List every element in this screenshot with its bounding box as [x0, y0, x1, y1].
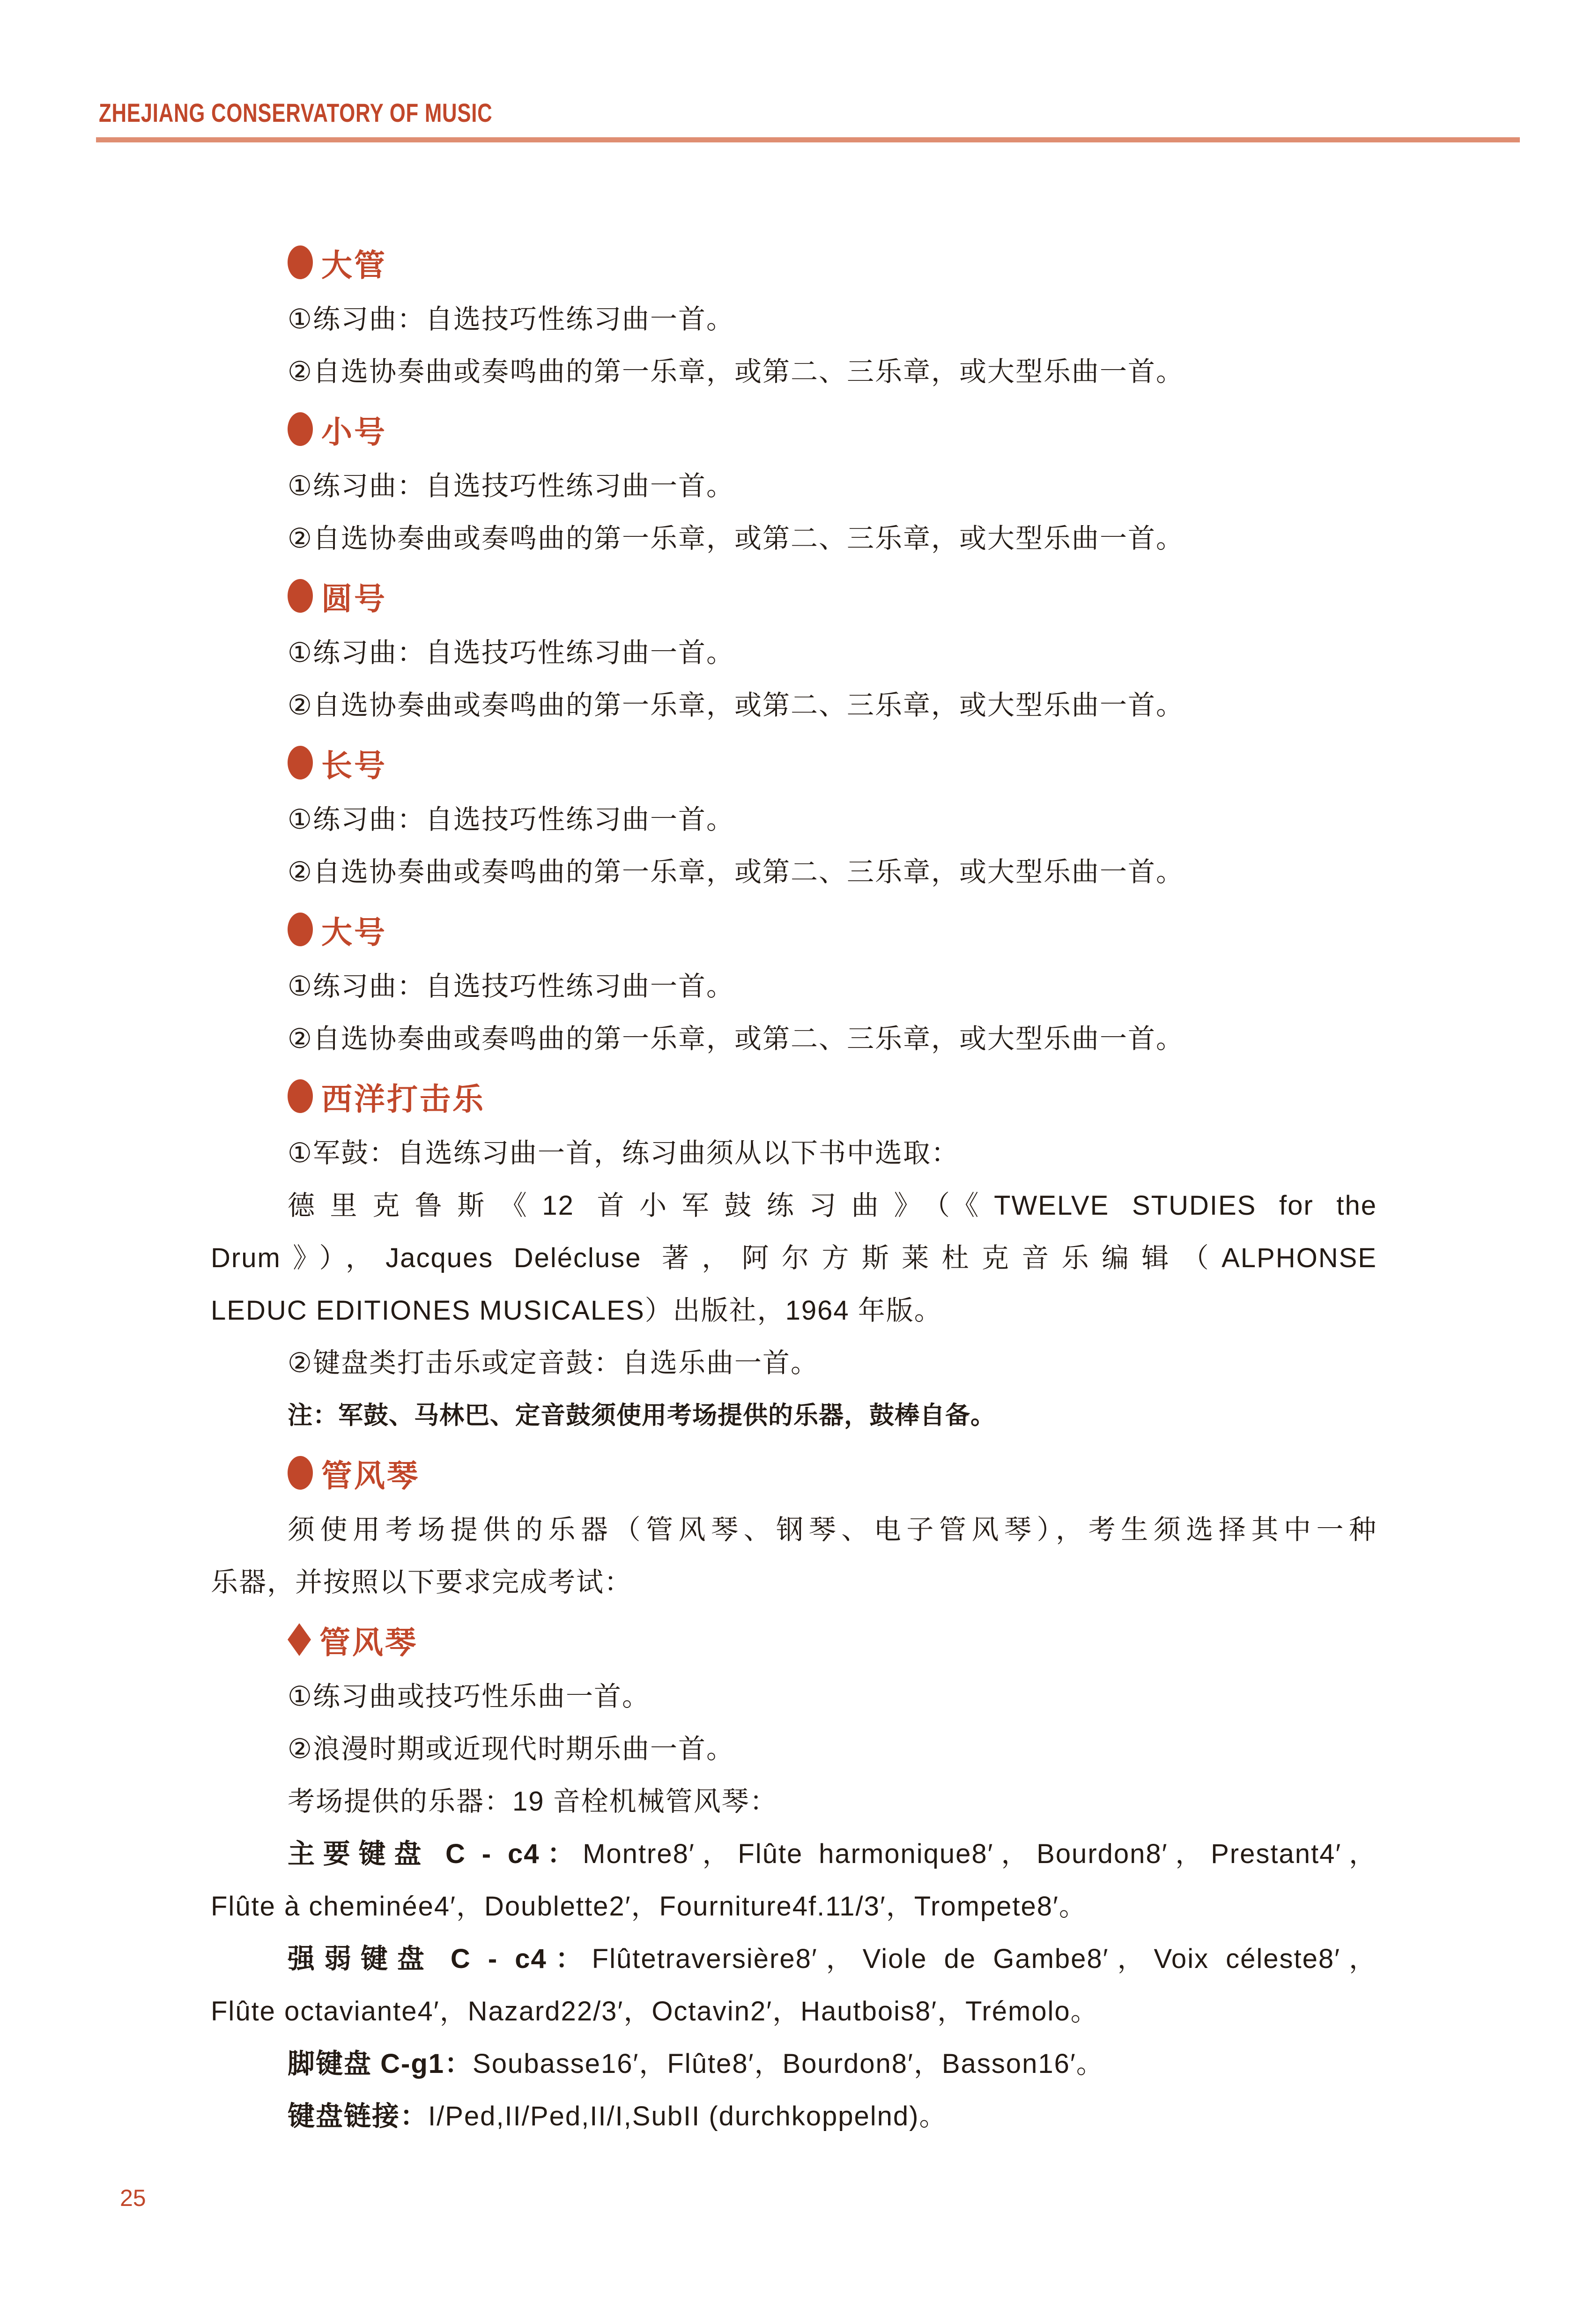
- text-line: 须使用考场提供的乐器（管风琴、钢琴、电子管风琴），考生须选择其中一种: [288, 1515, 1377, 1545]
- text-line: ①练习曲：自选技巧性练习曲一首。: [288, 638, 734, 668]
- section-title: 圆号: [321, 581, 387, 616]
- section-title: 大管: [321, 247, 387, 282]
- section-title: 管风琴: [321, 1458, 420, 1493]
- line-text: Montre8′，Flûte harmonique8′，Bourdon8′，Prestant4′，: [583, 1839, 1377, 1869]
- text-line: ②键盘类打击乐或定音鼓：自选乐曲一首。: [288, 1348, 819, 1378]
- line-label: 强弱键盘 C - c4：: [288, 1944, 592, 1974]
- text-line: ①练习曲或技巧性乐曲一首。: [288, 1681, 650, 1712]
- text-line: [211, 2038, 1377, 2090]
- line-text: I/Ped,II/Ped,II/I,SubII (durchkoppelnd)。: [428, 2101, 948, 2131]
- text-line: Flûte octaviante4′，Nazard22/3′，Octavin2′，Hautbois8′，Trémolo。: [211, 1996, 1099, 2027]
- text-line: Flûte à cheminée4′，Doublette2′，Fourniture4f.11/3′，Trompete8′。: [211, 1891, 1087, 1922]
- section-heading: [211, 1065, 1377, 1127]
- text-line: ①军鼓：自选练习曲一首，练习曲须从以下书中选取：: [288, 1138, 959, 1168]
- text-line: 乐器，并按照以下要求完成考试：: [211, 1567, 633, 1597]
- section-heading: [211, 732, 1377, 794]
- text-line: ①练习曲：自选技巧性练习曲一首。: [288, 971, 734, 1002]
- bullet-icon: [288, 412, 313, 446]
- bullet-icon: [288, 579, 313, 613]
- text-line: [211, 1828, 1377, 1880]
- section-title: 长号: [321, 748, 387, 783]
- text-line: [211, 1933, 1377, 1985]
- section-title: 大号: [321, 914, 387, 950]
- section-title: 管风琴: [319, 1625, 418, 1660]
- bullet-icon: [288, 245, 313, 279]
- bullet-icon: [288, 1456, 313, 1490]
- line-text: Flûtetraversière8′，Viole de Gambe8′，Voix céleste8′，: [592, 1944, 1377, 1974]
- bullet-icon: [288, 746, 313, 780]
- text-line: ①练习曲：自选技巧性练习曲一首。: [288, 804, 734, 835]
- text-line: [211, 2090, 1377, 2143]
- line-label: 主要键盘 C - c4：: [288, 1839, 583, 1869]
- text-line: ②自选协奏曲或奏鸣曲的第一乐章，或第二、三乐章，或大型乐曲一首。: [288, 356, 1184, 387]
- document-body: [211, 231, 1377, 2143]
- line-label: 脚键盘 C-g1：: [288, 2049, 473, 2079]
- conservatory-name: ZHEJIANG CONSERVATORY OF MUSIC: [99, 98, 493, 127]
- section-heading: [211, 1442, 1377, 1504]
- line-label: 键盘链接：: [288, 2101, 429, 2131]
- text-line: ①练习曲：自选技巧性练习曲一首。: [288, 471, 734, 501]
- header-divider: [96, 137, 1520, 142]
- text-line: ②自选协奏曲或奏鸣曲的第一乐章，或第二、三乐章，或大型乐曲一首。: [288, 523, 1184, 554]
- section-heading: [211, 1609, 1377, 1671]
- bullet-icon: [288, 1079, 313, 1113]
- section-heading: [211, 565, 1377, 627]
- page-number: 25: [120, 2185, 146, 2211]
- line-text: Soubasse16′，Flûte8′，Bourdon8′，Basson16′。: [473, 2049, 1104, 2079]
- text-line: ②自选协奏曲或奏鸣曲的第一乐章，或第二、三乐章，或大型乐曲一首。: [288, 1024, 1184, 1054]
- section-heading: [211, 898, 1377, 960]
- text-line: ②自选协奏曲或奏鸣曲的第一乐章，或第二、三乐章，或大型乐曲一首。: [288, 857, 1184, 887]
- text-line: LEDUC EDITIONES MUSICALES）出版社，1964 年版。: [211, 1295, 942, 1326]
- bullet-icon: [288, 913, 313, 946]
- text-line: 德里克鲁斯《12 首小军鼓练习曲》（《TWELVE STUDIES for the: [288, 1190, 1377, 1221]
- text-line: ②浪漫时期或近现代时期乐曲一首。: [288, 1734, 734, 1764]
- text-line: Drum》），Jacques Delécluse 著，阿尔方斯莱杜克音乐编辑（ALPHONSE: [211, 1243, 1377, 1273]
- text-line: 注：军鼓、马林巴、定音鼓须使用考场提供的乐器，鼓棒自备。: [288, 1402, 996, 1429]
- text-line: ②自选协奏曲或奏鸣曲的第一乐章，或第二、三乐章，或大型乐曲一首。: [288, 690, 1184, 720]
- section-title: 小号: [321, 414, 387, 449]
- section-heading: [211, 398, 1377, 460]
- section-heading: [211, 231, 1377, 293]
- text-line: ①练习曲：自选技巧性练习曲一首。: [288, 304, 734, 334]
- text-line: 考场提供的乐器：19 音栓机械管风琴：: [288, 1786, 778, 1817]
- diamond-icon: [288, 1623, 311, 1656]
- section-title: 西洋打击乐: [321, 1081, 485, 1116]
